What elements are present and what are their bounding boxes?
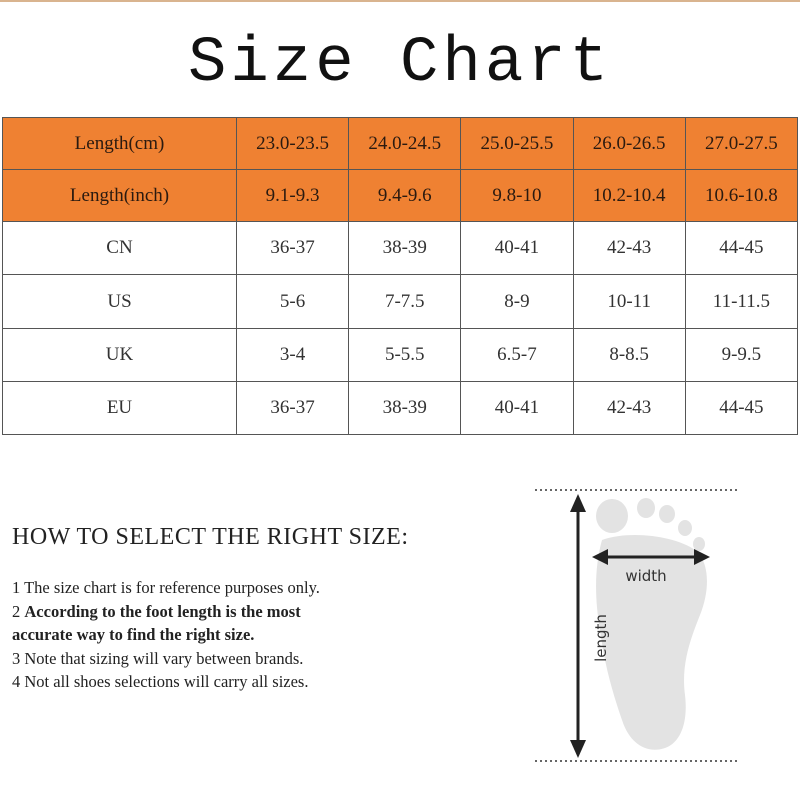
- table-cell: 10.6-10.8: [685, 170, 797, 222]
- table-cell: 36-37: [237, 381, 349, 434]
- length-arrow-head-top: [570, 494, 586, 512]
- table-cell: 8-8.5: [573, 328, 685, 381]
- size-table: [2, 117, 798, 435]
- length-label: length: [592, 614, 610, 662]
- note-item: 3 Note that sizing will vary between brands.: [12, 648, 304, 668]
- top-divider: [0, 0, 800, 2]
- length-arrow-head-bottom: [570, 740, 586, 758]
- width-label: width: [625, 567, 667, 585]
- note-number: 2: [12, 601, 25, 621]
- foot-measure-diagram: [530, 480, 750, 770]
- table-cell: 38-39: [349, 222, 461, 275]
- table-cell: 10-11: [573, 275, 685, 328]
- row-label: UK: [3, 328, 237, 381]
- table-cell: 7-7.5: [349, 275, 461, 328]
- table-cell: 25.0-25.5: [461, 118, 573, 170]
- page-title: Size Chart: [187, 28, 613, 100]
- row-label: US: [3, 275, 237, 328]
- table-cell: 3-4: [237, 328, 349, 381]
- table-cell: 38-39: [349, 381, 461, 434]
- table-row: [3, 170, 798, 222]
- note-item: 4 Not all shoes selections will carry all sizes.: [12, 672, 309, 691]
- table-row: [3, 328, 798, 381]
- row-label: Length(cm): [3, 118, 237, 170]
- table-cell: 9.8-10: [461, 170, 573, 222]
- big-toe-shape: [596, 499, 628, 533]
- table-cell: 11-11.5: [685, 275, 797, 328]
- note-item: 1 The size chart is for reference purposes only.: [12, 578, 320, 597]
- table-cell: 8-9: [461, 275, 573, 328]
- table-cell: 6.5-7: [461, 328, 573, 381]
- row-label: CN: [3, 222, 237, 275]
- table-cell: 5-5.5: [349, 328, 461, 381]
- table-cell: 24.0-24.5: [349, 118, 461, 170]
- table-cell: 26.0-26.5: [573, 118, 685, 170]
- toe-shape: [693, 537, 705, 551]
- table-row: [3, 222, 798, 275]
- table-cell: 44-45: [685, 381, 797, 434]
- table-row: [3, 118, 798, 170]
- table-cell: 23.0-23.5: [237, 118, 349, 170]
- table-cell: 27.0-27.5: [685, 118, 797, 170]
- table-cell: 9-9.5: [685, 328, 797, 381]
- note-item: [12, 623, 320, 647]
- row-label: EU: [3, 381, 237, 434]
- table-cell: 42-43: [573, 381, 685, 434]
- foot-measure-icon: [530, 480, 750, 770]
- toe-shape: [678, 520, 692, 536]
- note-item: [12, 600, 320, 624]
- table-cell: 40-41: [461, 222, 573, 275]
- table-cell: 36-37: [237, 222, 349, 275]
- howto-heading: HOW TO SELECT THE RIGHT SIZE:: [12, 524, 409, 550]
- table-cell: 40-41: [461, 381, 573, 434]
- row-label: Length(inch): [3, 170, 237, 222]
- table-cell: 9.4-9.6: [349, 170, 461, 222]
- table-cell: 44-45: [685, 222, 797, 275]
- table-row: [3, 275, 798, 328]
- table-cell: 10.2-10.4: [573, 170, 685, 222]
- note-bold-text: accurate way to find the right size.: [12, 625, 255, 644]
- table-cell: 5-6: [237, 275, 349, 328]
- note-bold-text: According to the foot length is the most: [24, 601, 301, 621]
- notes-list: [12, 576, 320, 694]
- table-row: [3, 381, 798, 434]
- toe-shape: [637, 498, 655, 518]
- toe-shape: [659, 505, 675, 523]
- table-cell: 9.1-9.3: [237, 170, 349, 222]
- table-cell: 42-43: [573, 222, 685, 275]
